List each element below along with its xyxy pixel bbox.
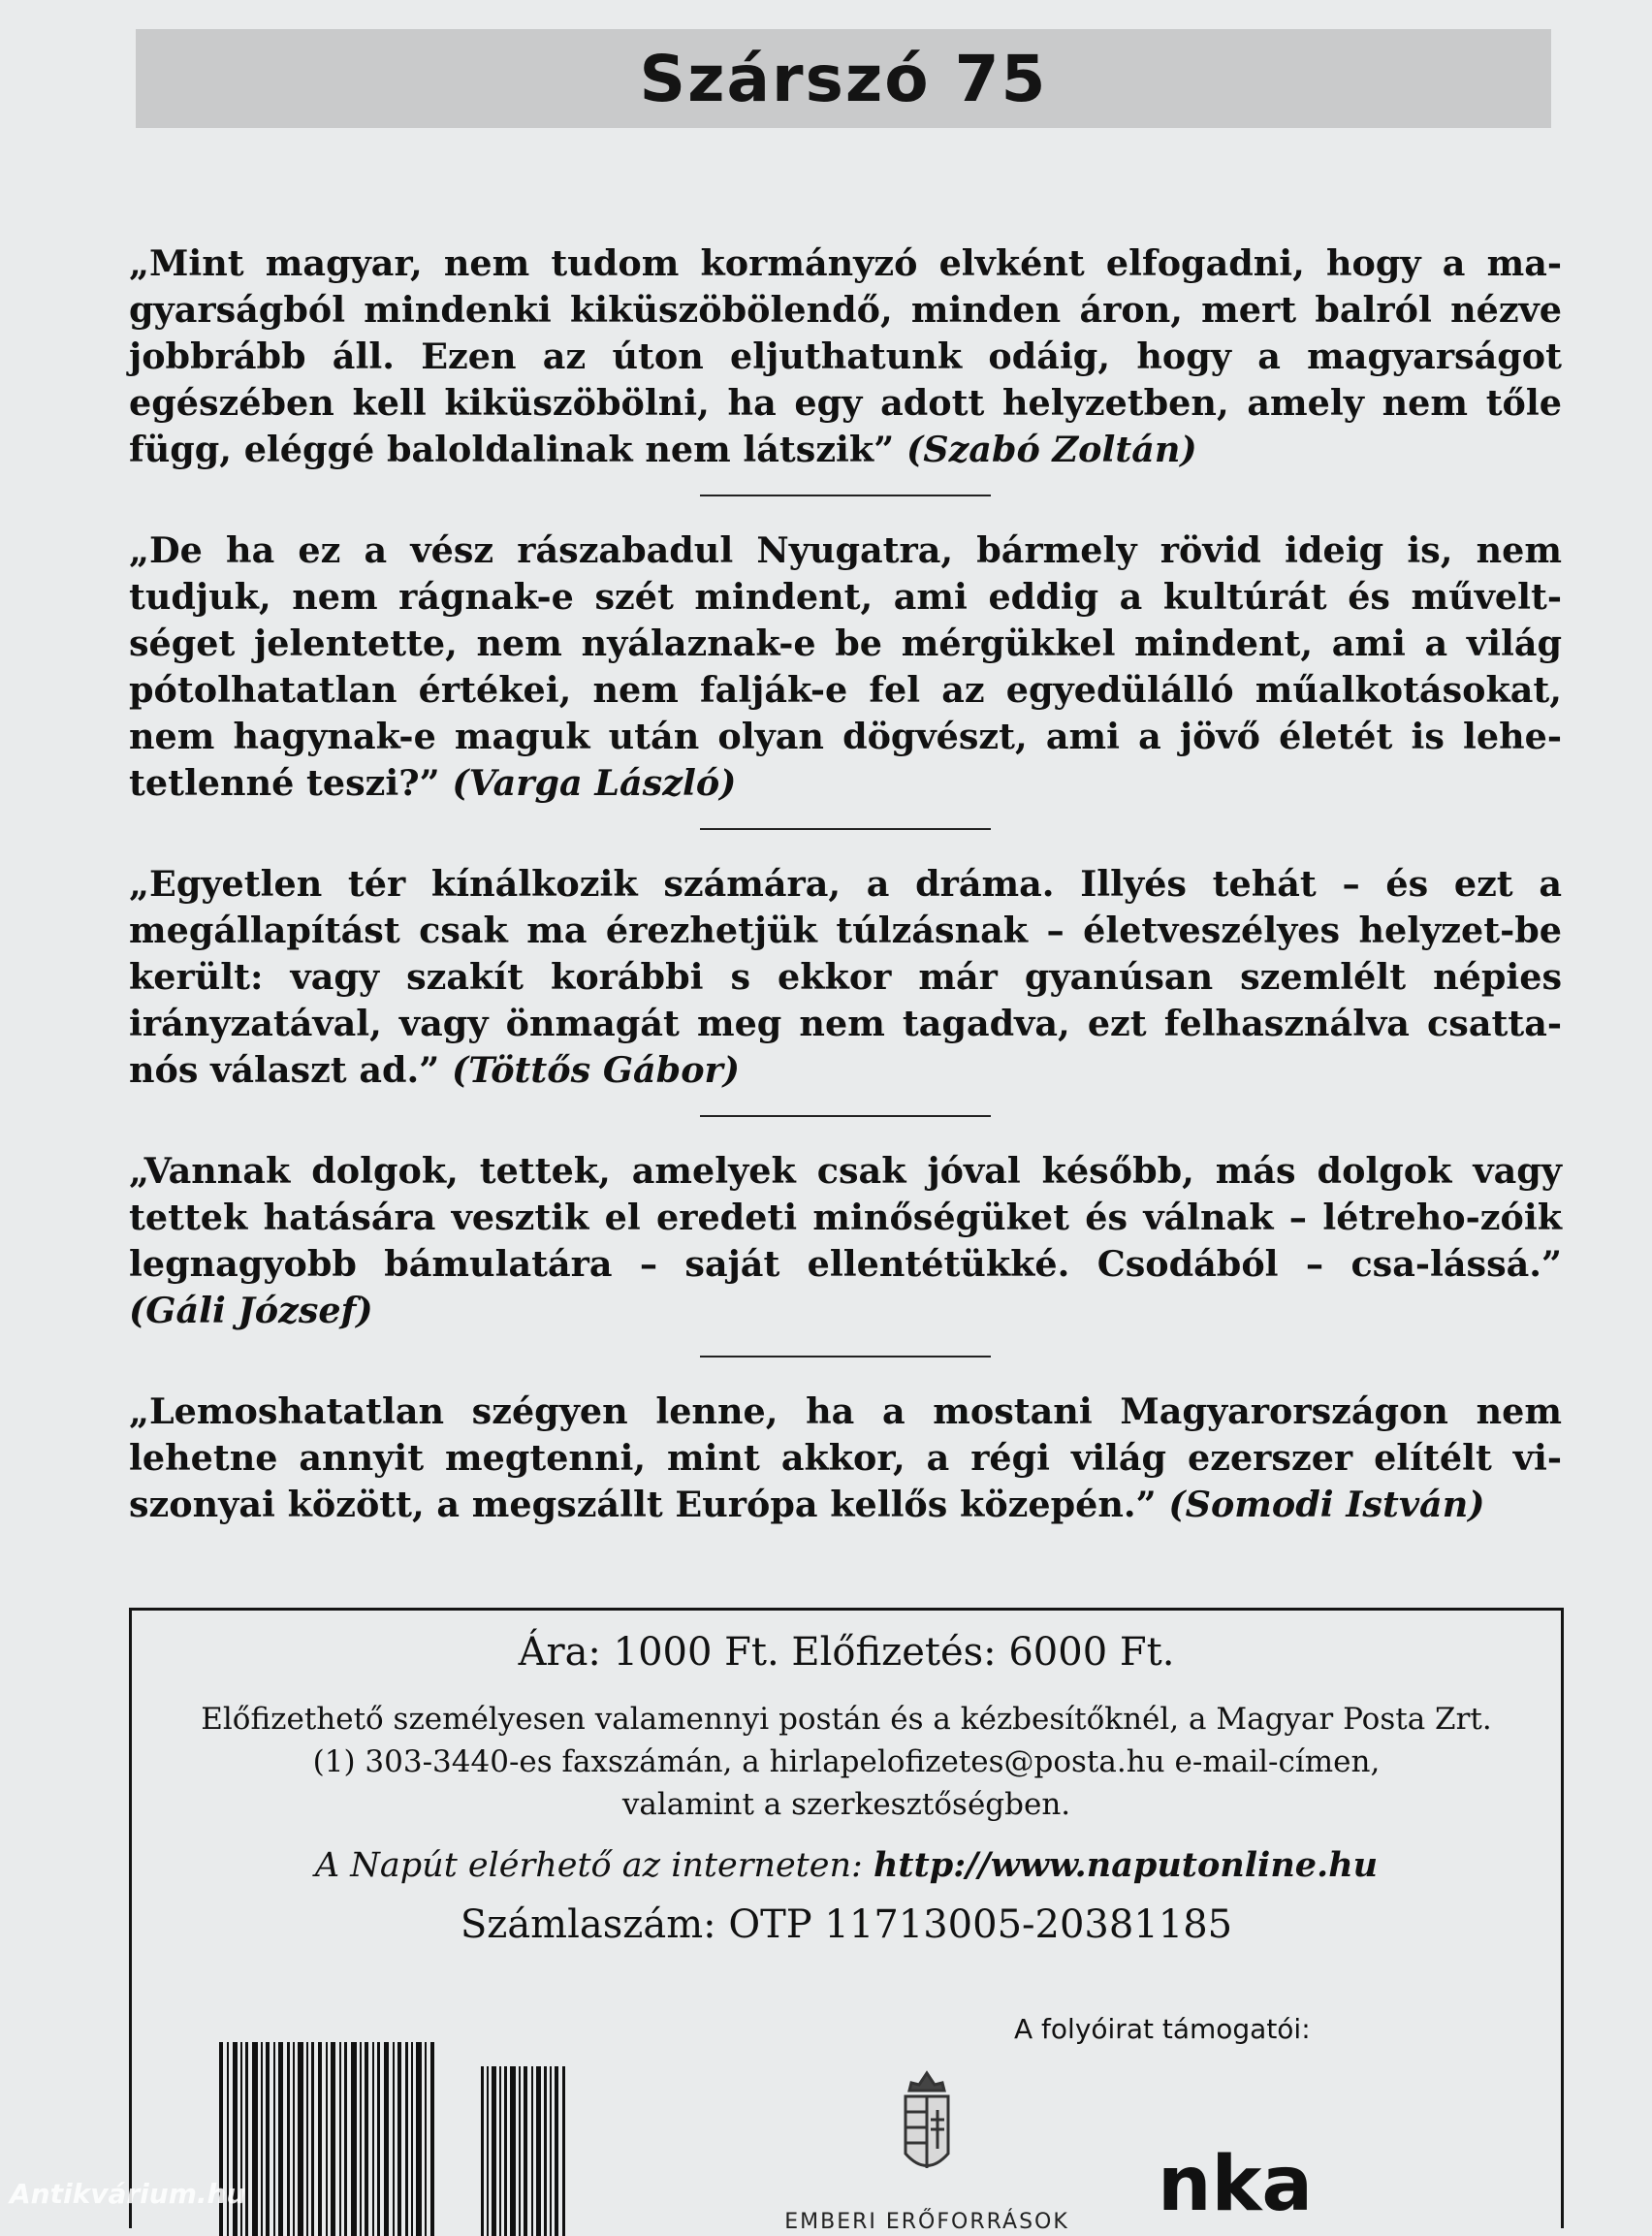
subscription-info-box	[129, 1608, 1564, 2234]
quote-separator	[700, 1356, 991, 1358]
quote-item	[129, 240, 1562, 473]
subscription-text	[132, 1698, 1561, 1826]
quote-item	[129, 527, 1562, 807]
quote-author: (Varga László)	[452, 762, 737, 804]
subscription-line: Előfizethető személyesen valamennyi postán és a kézbesítőknél, a Magyar Posta Zrt.	[201, 1702, 1492, 1737]
online-line	[132, 1845, 1561, 1885]
subscription-line: valamint a szerkesztőségben.	[621, 1787, 1071, 1822]
subscription-line: (1) 303-3440-es faxszámán, a hirlapelofizetes@posta.hu e-mail-címen,	[312, 1744, 1381, 1779]
watermark: Antikvárium.hu	[10, 2178, 246, 2210]
title-bar	[136, 29, 1551, 128]
quote-item	[129, 861, 1562, 1094]
account-number: Számlaszám: OTP 11713005-20381185	[460, 1902, 1233, 1947]
quote-separator	[700, 1115, 991, 1117]
emmi-logo-text: EMBERI ERŐFORRÁSOK	[784, 2210, 1069, 2234]
coat-of-arms-logo	[784, 2061, 1069, 2236]
price-line: Ára: 1000 Ft. Előfizetés: 6000 Ft.	[518, 1630, 1175, 1675]
quote-text: „Vannak dolgok, tettek, amelyek csak jóval később, más dolgok vagy tettek hatására vesztik el eredeti minőségüket és válnak – létreho-zóik legnagyobb bámulatára – saját ellentétükké. Csodából – csa-lássá.”	[129, 1150, 1562, 1285]
quote-author: (Szabó Zoltán)	[905, 429, 1197, 470]
nka-logo	[1150, 2134, 1314, 2231]
nka-logo-text: nka	[1158, 2141, 1314, 2228]
quote-item	[129, 1389, 1562, 1528]
online-label: A Napút elérhető az interneten:	[314, 1846, 863, 1885]
quote-author: (Gáli József)	[129, 1290, 373, 1331]
quote-separator	[700, 495, 991, 496]
quote-item	[129, 1148, 1562, 1334]
quote-text: „Lemoshatatlan szégyen lenne, ha a mostani Magyarországon nem lehetne annyit megtenni, mint akkor, a régi világ ezerszer elítélt vi-szonyai között, a megszállt Európa kellős közepén.”	[129, 1390, 1562, 1525]
quote-text: „Mint magyar, nem tudom kormányzó elvként elfogadni, hogy a ma-gyarságból mindenki kiküszöbölendő, minden áron, mert balról nézve jobbrább áll. Ezen az úton eljuthatunk odáig, hogy a magyarságot egészében kell kiküszöbölni, ha egy adott helyzetben, amely nem tőle függ, eléggé baloldalinak nem látszik”	[129, 242, 1562, 470]
quote-text: „Egyetlen tér kínálkozik számára, a dráma. Illyés tehát – és ezt a megállapítást csak ma érezhetjük túlzásnak – életveszélyes helyzet-be került: vagy szakít korábbi s ekkor már gyanúsan szemlélt népies irányzatával, vagy önmagát meg nem tagadva, ezt felhasználva csatta-nós választ ad.”	[129, 863, 1562, 1091]
quote-author: (Töttős Gábor)	[451, 1049, 741, 1091]
supporters-label: A folyóirat támogatói:	[1014, 2013, 1311, 2045]
barcode	[219, 2042, 626, 2236]
quote-list	[129, 240, 1562, 1528]
quote-separator	[700, 828, 991, 830]
quote-author: (Somodi István)	[1168, 1484, 1485, 1525]
website-link[interactable]: http://www.naputonline.hu	[873, 1845, 1379, 1885]
page-title: Szárszó 75	[639, 41, 1048, 116]
quote-text: „De ha ez a vész rászabadul Nyugatra, bármely rövid ideig is, nem tudjuk, nem rágnak-e szét mindent, ami eddig a kultúrát és művelt-séget jelentette, nem nyálaznak-e be mérgükkel mindent, ami a világ pótolhatatlan értékei, nem falják-e fel az egyedülálló műalkotásokat, nem hagynak-e maguk után olyan dögvészt, ami a jövő életét is lehe-tetlenné teszi?”	[129, 529, 1562, 804]
